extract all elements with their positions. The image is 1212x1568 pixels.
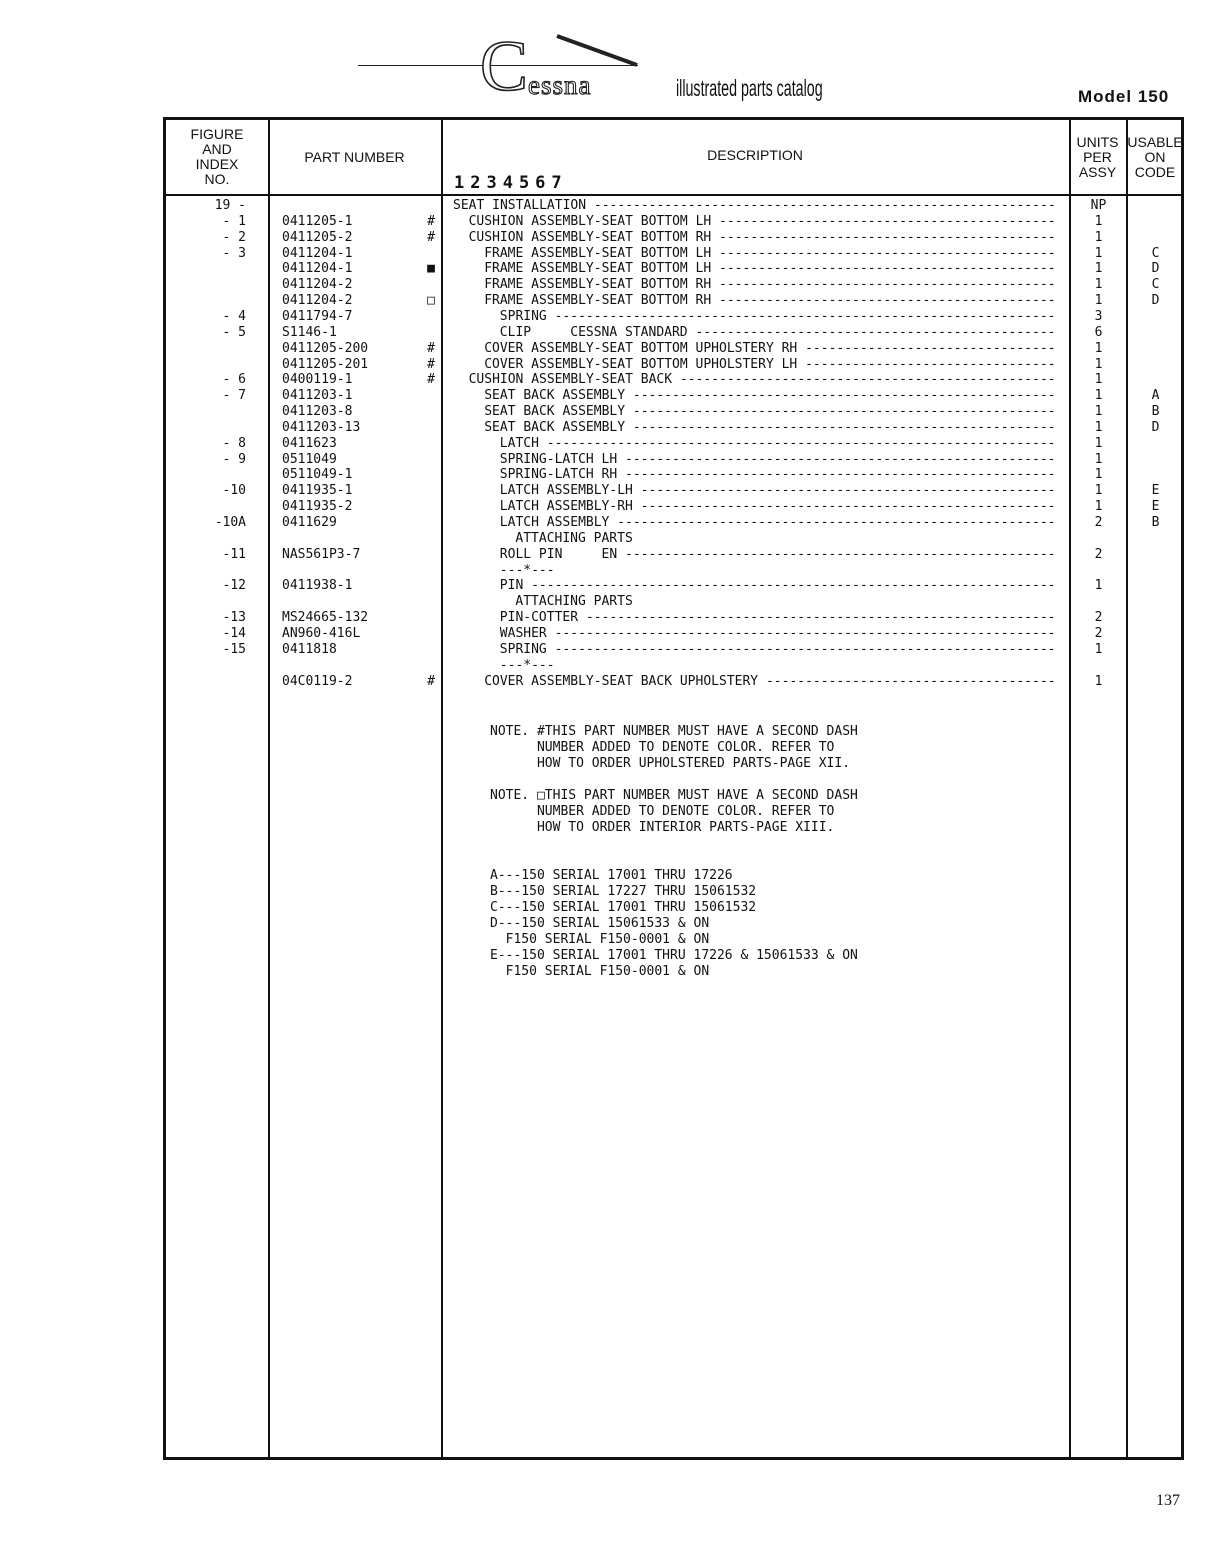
figure-index: - 4	[222, 308, 246, 324]
description-text: WASHER	[499, 625, 547, 641]
figure-column-header: FIGURE AND INDEX NO.	[190, 126, 244, 187]
description-text: SPRING-LATCH LH	[499, 451, 618, 467]
code-legend-line: A---150 SERIAL 17001 THRU 17226	[490, 868, 733, 883]
part-mark: □	[427, 293, 435, 309]
units-per-assy: 1	[1094, 404, 1103, 420]
figure-index: 19 -	[214, 198, 246, 213]
description	[453, 325, 1107, 341]
part-number: 0411205-201	[282, 356, 369, 372]
code-legend-line: F150 SERIAL F150-0001 & ON	[490, 964, 710, 979]
code-legend-line: C---150 SERIAL 17001 THRU 15061532	[490, 900, 757, 915]
figure-index: - 8	[222, 435, 246, 451]
part-number: 0411629	[282, 515, 337, 530]
usable-code: D	[1151, 419, 1160, 435]
units-per-assy: 2	[1094, 546, 1103, 562]
figure-index: - 6	[222, 372, 246, 388]
part-mark: #	[427, 673, 435, 689]
part-number: NAS561P3-7	[282, 546, 361, 562]
description	[453, 594, 1122, 610]
part-number: S1146-1	[282, 324, 337, 340]
figure-index: -11	[222, 546, 246, 562]
units-column-header: UNITS PER ASSY	[1076, 133, 1119, 180]
part-number: 0511049	[282, 451, 337, 467]
description-text: FRAME ASSEMBLY-SEAT BOTTOM RH	[484, 277, 712, 293]
units-per-assy: 1	[1094, 213, 1103, 229]
code-legend-line: B---150 SERIAL 17227 THRU 15061532	[490, 884, 757, 899]
part-number: 0411205-1	[282, 213, 353, 229]
description	[453, 467, 1107, 483]
description-text: LATCH ASSEMBLY	[499, 515, 610, 530]
part-mark: #	[427, 229, 435, 245]
usable-code: D	[1151, 293, 1160, 309]
dash-leader: -------------------------------------	[758, 673, 1056, 689]
units-per-assy: 6	[1094, 324, 1103, 340]
units-per-assy: 1	[1094, 229, 1103, 245]
units-per-assy: 1	[1094, 467, 1103, 483]
table-row	[166, 198, 1181, 214]
units-per-assy: 2	[1094, 625, 1103, 641]
description-text: COVER ASSEMBLY-SEAT BOTTOM UPHOLSTERY LH	[484, 356, 798, 372]
description	[453, 563, 1107, 579]
part-number: 0411935-2	[282, 499, 353, 515]
description-text: CLIP CESSNA STANDARD	[499, 324, 688, 340]
table-row	[166, 436, 1181, 452]
table-row	[166, 626, 1181, 642]
part-number-column-header: PART NUMBER	[304, 148, 405, 165]
description-text: SEAT BACK ASSEMBLY	[484, 419, 626, 435]
dash-leader: -------------------------------------------------------	[617, 451, 1056, 467]
description	[453, 483, 1107, 499]
figure-index: -14	[222, 625, 246, 641]
part-mark: #	[427, 340, 435, 356]
description-text: SPRING	[499, 641, 547, 657]
part-number: 0411204-2	[282, 293, 353, 309]
table-row	[166, 578, 1181, 594]
page-header	[0, 0, 1212, 118]
table-row	[166, 341, 1181, 357]
dash-leader: -------------------------------------------	[711, 213, 1056, 229]
units-per-assy: 1	[1094, 340, 1103, 356]
figure-index: -13	[222, 610, 246, 626]
figure-index: -12	[222, 578, 246, 594]
part-number: 0411794-7	[282, 308, 353, 324]
dash-leader: ----------------------------------------------------------------	[546, 641, 1056, 657]
description-text: PIN	[499, 578, 524, 594]
table-row	[166, 452, 1181, 468]
description	[453, 499, 1107, 515]
parts-table	[163, 117, 1184, 1460]
description	[453, 293, 1091, 309]
dash-leader: ------------------------------------------------------	[625, 419, 1056, 435]
units-per-assy: 2	[1094, 610, 1103, 626]
units-per-assy: 1	[1094, 245, 1103, 261]
description	[453, 230, 1076, 246]
figure-index: -10	[222, 483, 246, 499]
units-per-assy: 1	[1094, 451, 1103, 467]
part-number: 0411205-200	[282, 340, 369, 356]
table-row	[166, 563, 1181, 579]
description-text: COVER ASSEMBLY-SEAT BACK UPHOLSTERY	[484, 673, 759, 689]
description-text: ROLL PIN EN	[499, 546, 618, 562]
usable-code: C	[1151, 277, 1160, 293]
part-number: 0411203-8	[282, 404, 353, 420]
description	[453, 515, 1107, 531]
units-per-assy: 1	[1094, 388, 1103, 404]
table-row	[166, 467, 1181, 483]
description-text: SEAT INSTALLATION	[453, 198, 587, 213]
dash-leader: ----------------------------------------------	[687, 324, 1056, 340]
description-text: CUSHION ASSEMBLY-SEAT BOTTOM LH	[468, 213, 712, 229]
units-per-assy: 2	[1094, 515, 1103, 530]
dash-leader: ----------------------------------------------------------------	[546, 625, 1056, 641]
part-number: 0411623	[282, 435, 337, 451]
units-per-assy: 1	[1094, 641, 1103, 657]
table-row	[166, 499, 1181, 515]
description-text: SPRING-LATCH RH	[499, 467, 618, 483]
usable-code: D	[1151, 261, 1160, 277]
description-text: COVER ASSEMBLY-SEAT BOTTOM UPHOLSTERY RH	[484, 340, 798, 356]
units-per-assy: NP	[1090, 198, 1107, 213]
dash-leader: -------------------------------------------	[711, 277, 1056, 293]
units-per-assy: 1	[1094, 578, 1103, 594]
code-legend-line: F150 SERIAL F150-0001 & ON	[490, 932, 710, 947]
description	[453, 341, 1091, 357]
description	[453, 214, 1076, 230]
part-number: MS24665-132	[282, 610, 369, 626]
units-per-assy: 1	[1094, 372, 1103, 388]
table-row	[166, 214, 1181, 230]
description-text: SEAT BACK ASSEMBLY	[484, 404, 626, 420]
description	[453, 658, 1107, 674]
dash-leader: -----------------------------------------------------------	[586, 198, 1056, 213]
description	[453, 531, 1122, 547]
units-per-assy: 1	[1094, 261, 1103, 277]
dash-leader: -------------------------------------------	[711, 245, 1056, 261]
description-text: LATCH ASSEMBLY-LH	[499, 483, 633, 499]
dash-leader: -------------------------------------------------------------------	[523, 578, 1056, 594]
table-row	[166, 420, 1181, 436]
description	[453, 626, 1107, 642]
part-number: 0411205-2	[282, 229, 353, 245]
figure-index: -10A	[214, 515, 246, 530]
description	[453, 452, 1107, 468]
table-row	[166, 372, 1181, 388]
table-row	[166, 309, 1181, 325]
part-number: 0411935-1	[282, 483, 353, 499]
description	[453, 277, 1091, 293]
table-row	[166, 261, 1181, 277]
table-row	[166, 674, 1181, 690]
part-mark: ■	[427, 261, 435, 277]
table-row	[166, 515, 1181, 531]
units-per-assy: 1	[1094, 435, 1103, 451]
description	[453, 309, 1107, 325]
part-number: 0411204-1	[282, 245, 353, 261]
part-number: 0411204-2	[282, 277, 353, 293]
table-row	[166, 388, 1181, 404]
dash-leader: -------------------------------------------	[711, 229, 1056, 245]
dash-leader: -----------------------------------------------------	[632, 483, 1056, 499]
description	[453, 246, 1091, 262]
description	[453, 357, 1091, 373]
part-number: 0511049-1	[282, 467, 353, 483]
part-mark: #	[427, 356, 435, 372]
part-number: 0411938-1	[282, 578, 353, 594]
note-interior: NOTE. □THIS PART NUMBER MUST HAVE A SECOND DASH NUMBER ADDED TO DENOTE COLOR. REFER TO HOW TO ORDER INTERIOR PARTS-PAGE XIII.	[490, 788, 858, 835]
table-row	[166, 404, 1181, 420]
units-per-assy: 1	[1094, 673, 1103, 689]
figure-index: - 2	[222, 229, 246, 245]
table-row	[166, 357, 1181, 373]
units-per-assy: 1	[1094, 499, 1103, 515]
part-number: 0411818	[282, 641, 337, 657]
description	[453, 610, 1107, 626]
description-text: CUSHION ASSEMBLY-SEAT BACK	[468, 372, 673, 388]
description-text: CUSHION ASSEMBLY-SEAT BOTTOM RH	[468, 229, 712, 245]
description	[453, 674, 1091, 690]
usable-code: B	[1151, 515, 1160, 530]
code-legend-line: E---150 SERIAL 17001 THRU 17226 & 15061533 & ON	[490, 948, 858, 963]
usable-column-header: USABLE ON CODE	[1127, 133, 1183, 180]
catalog-title: illustrated parts catalog	[676, 75, 823, 101]
table-row	[166, 293, 1181, 309]
description-text: ATTACHING PARTS	[515, 530, 633, 546]
part-number: 0411204-1	[282, 261, 353, 277]
description	[453, 642, 1107, 658]
description-text: ---*---	[499, 562, 555, 578]
description-text: FRAME ASSEMBLY-SEAT BOTTOM LH	[484, 261, 712, 277]
part-number: AN960-416L	[282, 625, 361, 641]
part-number: 0400119-1	[282, 372, 353, 388]
description	[453, 420, 1091, 436]
description-text: LATCH	[499, 435, 539, 451]
table-row	[166, 277, 1181, 293]
table-row	[166, 483, 1181, 499]
dash-leader: -----------------------------------------------------	[632, 499, 1056, 515]
dash-leader: ----------------------------------------------------------------	[546, 308, 1056, 324]
description	[453, 388, 1091, 404]
part-number: 04C0119-2	[282, 673, 353, 689]
table-row	[166, 246, 1181, 262]
description-text: LATCH ASSEMBLY-RH	[499, 499, 633, 515]
table-row	[166, 610, 1181, 626]
units-per-assy: 1	[1094, 293, 1103, 309]
logo-swoosh-icon	[545, 30, 645, 70]
dash-leader: ------------------------------------------------	[672, 372, 1056, 388]
dash-leader: --------------------------------	[797, 340, 1056, 356]
description	[453, 578, 1107, 594]
units-per-assy: 1	[1094, 483, 1103, 499]
description-text: SPRING	[499, 308, 547, 324]
dash-leader: ------------------------------------------------------	[625, 404, 1056, 420]
units-per-assy: 1	[1094, 419, 1103, 435]
note-upholstered: NOTE. #THIS PART NUMBER MUST HAVE A SECOND DASH NUMBER ADDED TO DENOTE COLOR. REFER TO HOW TO ORDER UPHOLSTERED PARTS-PAGE XII.	[490, 724, 858, 771]
table-row	[166, 325, 1181, 341]
figure-index: - 3	[222, 245, 246, 261]
part-number: 0411203-13	[282, 419, 361, 435]
table-row	[166, 658, 1181, 674]
page-number: 137	[1156, 1492, 1180, 1509]
usable-code: A	[1151, 388, 1160, 404]
dash-leader: ------------------------------------------------------	[625, 388, 1056, 404]
description	[453, 404, 1091, 420]
description-text: PIN-COTTER	[499, 610, 579, 626]
usable-code: C	[1151, 245, 1160, 261]
description	[453, 261, 1091, 277]
figure-index: -15	[222, 641, 246, 657]
logo-initial: C	[480, 26, 529, 106]
model-label: Model 150	[1078, 87, 1170, 106]
dash-leader: ------------------------------------------------------------	[578, 610, 1056, 626]
dash-leader: -------------------------------------------------------	[617, 467, 1056, 483]
figure-index: - 9	[222, 451, 246, 467]
usable-code: B	[1151, 404, 1160, 420]
header-divider	[166, 194, 1181, 196]
figure-index: - 7	[222, 388, 246, 404]
dash-leader: --------------------------------------------------------	[609, 515, 1056, 530]
table-row	[166, 547, 1181, 563]
description-text: FRAME ASSEMBLY-SEAT BOTTOM RH	[484, 293, 712, 309]
description	[453, 372, 1076, 388]
table-row	[166, 642, 1181, 658]
part-mark: #	[427, 213, 435, 229]
dash-leader: -------------------------------------------	[711, 293, 1056, 309]
table-row	[166, 531, 1181, 547]
description-text: ATTACHING PARTS	[515, 594, 633, 610]
units-per-assy: 1	[1094, 356, 1103, 372]
logo-wordmark: essna	[528, 70, 592, 100]
code-legend-line: D---150 SERIAL 15061533 & ON	[490, 916, 710, 931]
usable-code: E	[1151, 483, 1160, 499]
indent-level-digits: 1234567	[454, 173, 568, 193]
dash-leader: -------------------------------------------	[711, 261, 1056, 277]
figure-index: - 1	[222, 213, 246, 229]
part-number: 0411203-1	[282, 388, 353, 404]
usable-code: E	[1151, 499, 1160, 515]
part-mark: #	[427, 372, 435, 388]
units-per-assy: 1	[1094, 277, 1103, 293]
description-text: FRAME ASSEMBLY-SEAT BOTTOM LH	[484, 245, 712, 261]
description	[453, 198, 1060, 214]
dash-leader: -----------------------------------------------------------------	[538, 435, 1056, 451]
table-row	[166, 230, 1181, 246]
table-row	[166, 594, 1181, 610]
description-text: ---*---	[499, 657, 555, 673]
description	[453, 547, 1107, 563]
dash-leader: --------------------------------	[797, 356, 1056, 372]
description	[453, 436, 1107, 452]
description-text: SEAT BACK ASSEMBLY	[484, 388, 626, 404]
units-per-assy: 3	[1094, 308, 1103, 324]
description-column-header: DESCRIPTION	[707, 147, 803, 163]
figure-index: - 5	[222, 324, 246, 340]
dash-leader: -------------------------------------------------------	[617, 546, 1056, 562]
